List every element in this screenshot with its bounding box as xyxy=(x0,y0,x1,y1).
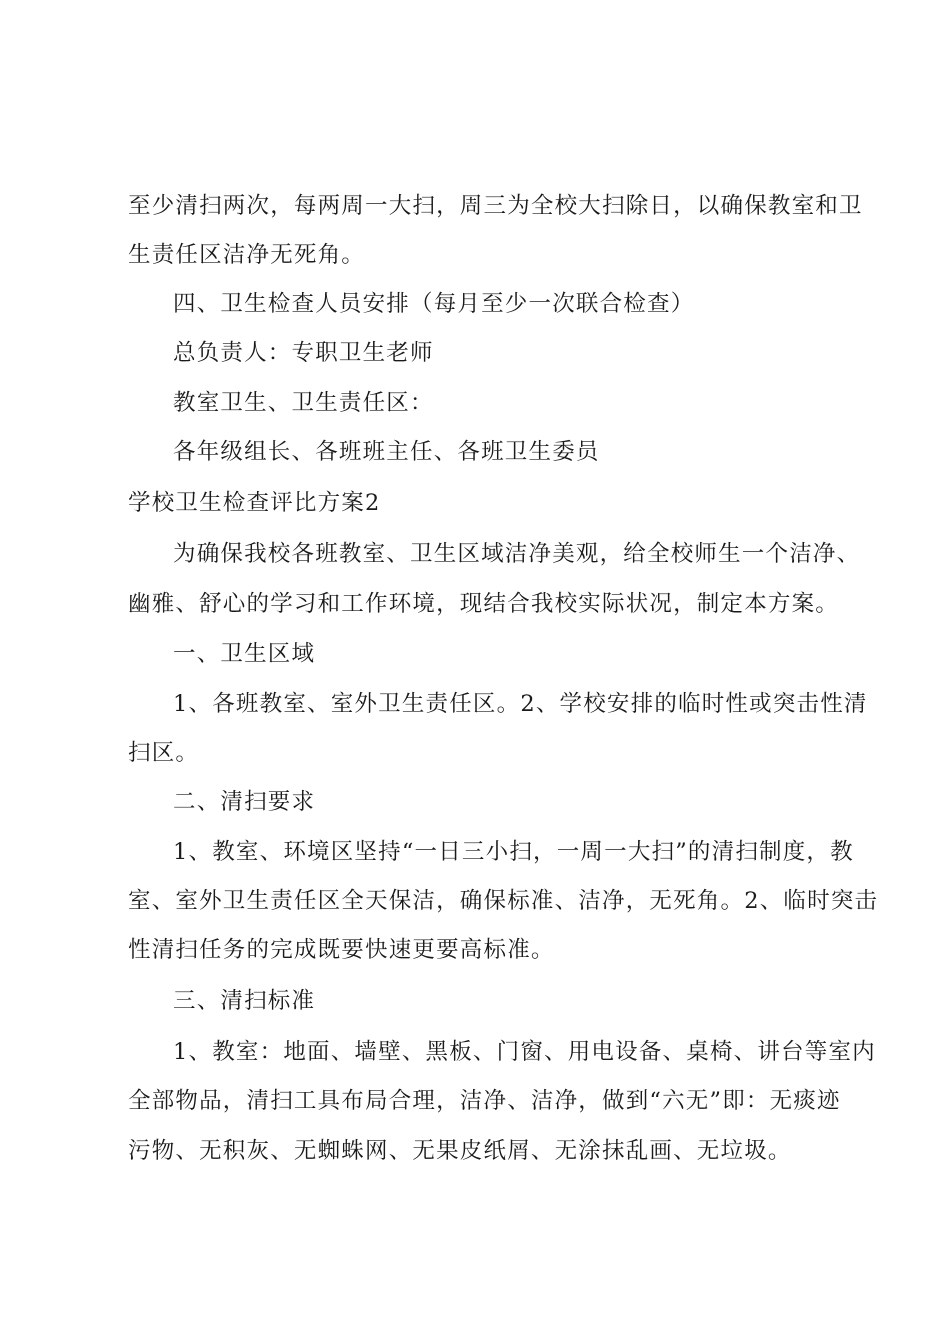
paragraph-line: 全部物品，清扫工具布局合理，洁净、洁净，做到“六无”即：无痰迹 xyxy=(128,1088,841,1114)
paragraph-line: 1、教室、环境区坚持“一日三小扫，一周一大扫”的清扫制度，教 xyxy=(173,839,854,865)
paragraph-line: 室、室外卫生责任区全天保洁，确保标准、洁净，无死角。2、临时突击 xyxy=(128,888,879,914)
paragraph-line: 各年级组长、各班班主任、各班卫生委员 xyxy=(173,439,600,465)
paragraph-line: 1、教室：地面、墙壁、黑板、门窗、用电设备、桌椅、讲台等室内 xyxy=(173,1039,876,1065)
paragraph-line: 1、各班教室、室外卫生责任区。2、学校安排的临时性或突击性清 xyxy=(173,691,868,717)
paragraph-line: 污物、无积灰、无蜘蛛网、无果皮纸屑、无涂抹乱画、无垃圾。 xyxy=(128,1138,792,1164)
paragraph-line: 总负责人：专职卫生老师 xyxy=(173,340,434,366)
section-heading: 一、卫生区域 xyxy=(173,641,316,667)
paragraph-line: 至少清扫两次，每两周一大扫，周三为全校大扫除日，以确保教室和卫 xyxy=(128,193,863,219)
paragraph-line: 为确保我校各班教室、卫生区域洁净美观，给全校师生一个洁净、 xyxy=(173,541,861,567)
paragraph-line: 教室卫生、卫生责任区： xyxy=(173,390,434,416)
paragraph-line: 幽雅、舒心的学习和工作环境，现结合我校实际状况，制定本方案。 xyxy=(128,591,840,617)
paragraph-line: 生责任区洁净无死角。 xyxy=(128,242,366,268)
section-heading: 二、清扫要求 xyxy=(173,789,316,815)
paragraph-line: 性清扫任务的完成既要快速更要高标准。 xyxy=(128,937,555,963)
section-heading: 三、清扫标准 xyxy=(173,988,316,1014)
section-heading: 四、卫生检查人员安排（每月至少一次联合检查） xyxy=(173,291,695,317)
document-title: 学校卫生检查评比方案2 xyxy=(128,490,381,516)
paragraph-line: 扫区。 xyxy=(128,740,200,766)
